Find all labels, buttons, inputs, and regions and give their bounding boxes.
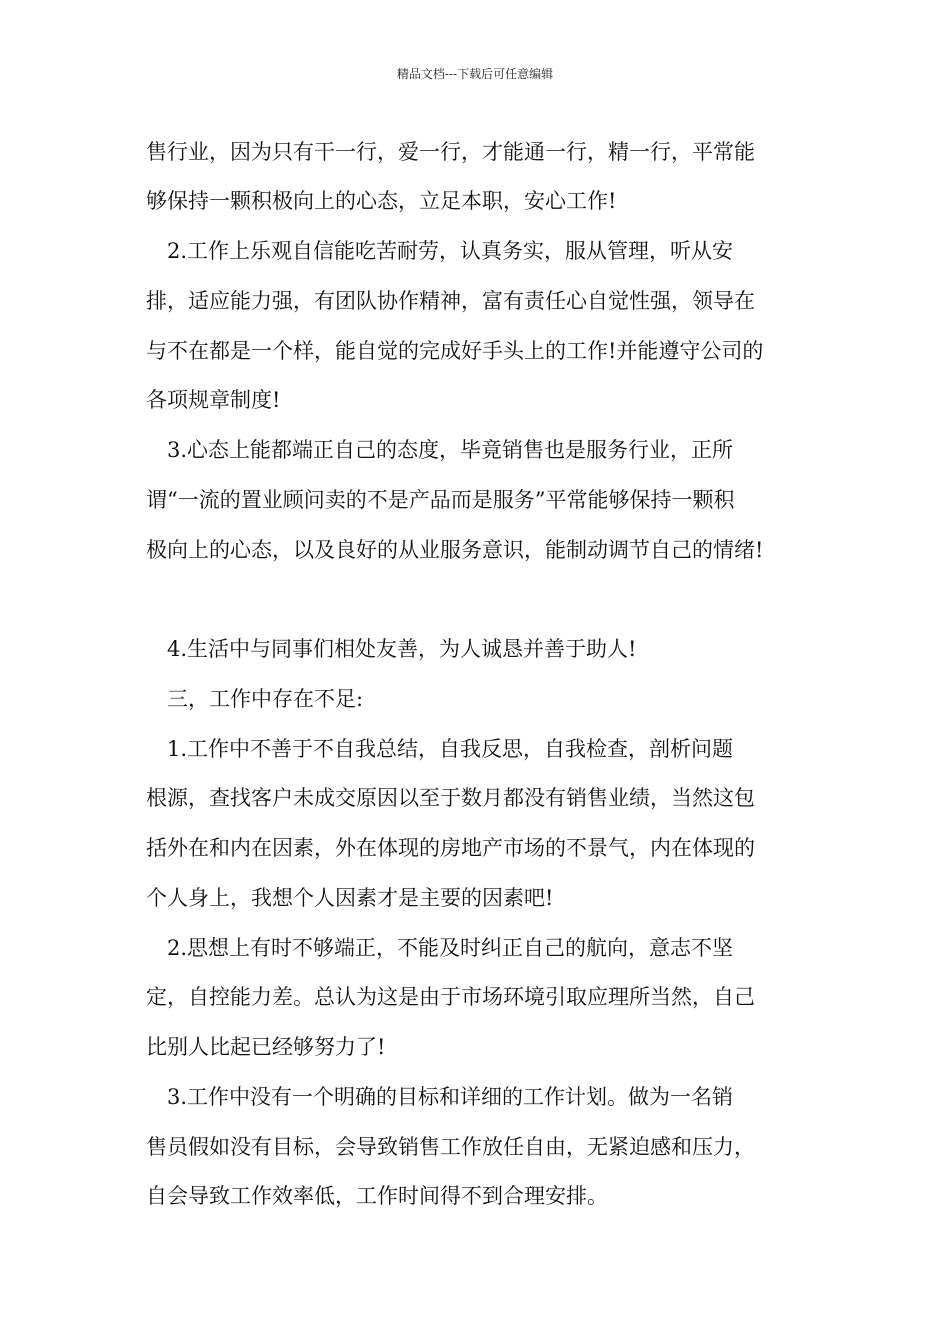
text-line: 定，自控能力差。总认为这是由于市场环境引取应理所当然，自己 <box>146 985 755 1009</box>
text-line: 谓“一流的置业顾问卖的不是产品而是服务”平常能够保持一颗积 <box>146 488 735 512</box>
text-line: 4.生活中与同事们相处友善，为人诚恳并善于助人! <box>146 637 637 661</box>
text-line: 极向上的心态，以及良好的从业服务意识，能制动调节自己的情绪! <box>146 538 764 562</box>
text-line: 售行业，因为只有干一行，爱一行，才能通一行，精一行，平常能 <box>146 140 755 164</box>
text-line: 根源，查找客户未成交原因以至于数月都没有销售业绩，当然这包 <box>146 786 755 810</box>
section-heading: 三，工作中存在不足: <box>146 687 364 711</box>
text-line: 2.思想上有时不够端正，不能及时纠正自己的航向，意志不坚 <box>146 936 734 960</box>
text-line: 与不在都是一个样，能自觉的完成好手头上的工作!并能遵守公司的 <box>146 339 764 363</box>
text-line: 2.工作上乐观自信能吃苦耐劳，认真务实，服从管理，听从安 <box>146 239 734 263</box>
text-line: 排，适应能力强，有团队协作精神，富有责任心自觉性强，领导在 <box>146 289 755 313</box>
text-line: 各项规章制度! <box>146 388 281 412</box>
text-line: 够保持一颗积极向上的心态，立足本职，安心工作! <box>146 189 617 213</box>
text-line: 3.心态上能都端正自己的态度，毕竟销售也是服务行业，正所 <box>146 438 734 462</box>
text-line: 1.工作中不善于不自我总结，自我反思，自我检查，剖析问题 <box>146 737 734 761</box>
text-line: 个人身上，我想个人因素才是主要的因素吧! <box>146 886 554 910</box>
text-line: 自会导致工作效率低，工作时间得不到合理安排。 <box>146 1184 608 1208</box>
text-line: 3.工作中没有一个明确的目标和详细的工作计划。做为一名销 <box>146 1085 734 1109</box>
text-line: 售员假如没有目标，会导致销售工作放任自由，无紧迫感和压力， <box>146 1135 755 1159</box>
text-line: 比别人比起已经够努力了! <box>146 1035 386 1059</box>
page-header: 精品文档---下载后可任意编辑 <box>396 67 554 81</box>
text-line: 括外在和内在因素，外在体现的房地产市场的不景气，内在体现的 <box>146 836 755 860</box>
